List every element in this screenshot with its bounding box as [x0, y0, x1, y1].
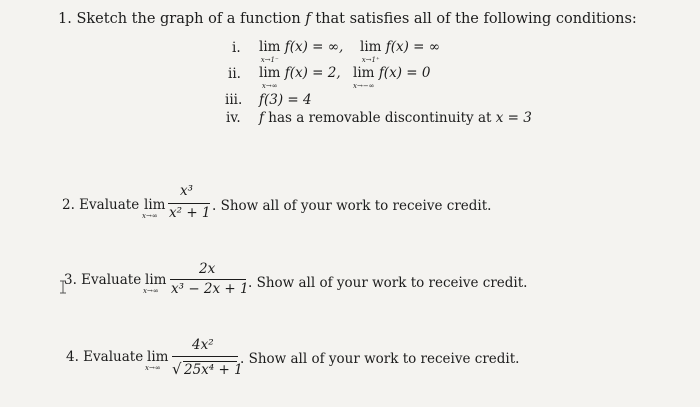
- problem-4-denominator: 25x⁴ + 1: [184, 362, 243, 378]
- condition-i-lim1-sub: x→1⁻: [260, 56, 279, 64]
- problem-1-number: 1.: [58, 11, 72, 27]
- problem-4-lim-word: lim: [147, 349, 169, 365]
- condition-iv-body: has a removable discontinuity at: [268, 110, 492, 126]
- condition-iii-roman: iii.: [225, 92, 243, 108]
- condition-ii-lim2-sub: x→−∞: [353, 82, 375, 90]
- condition-ii-lim2-word: lim: [353, 65, 375, 81]
- problem-2-numerator: x³: [180, 183, 194, 199]
- condition-i-lim1-expr: f(x) = ∞,: [284, 39, 344, 55]
- condition-iv-text: [259, 110, 532, 126]
- condition-iii-text: f(3) = 4: [259, 92, 312, 108]
- problem-4-lim-sub: x→∞: [145, 364, 161, 372]
- problem-3-instruction: . Show all of your work to receive credit.: [248, 275, 528, 291]
- problem-1-text-end: that satisfies all of the following conditions:: [315, 11, 637, 27]
- problem-2-lim-word: lim: [144, 197, 166, 213]
- problem-2-label: 2. Evaluate: [62, 197, 140, 213]
- problem-1-statement: [58, 11, 637, 27]
- problem-3-label: 3. Evaluate: [64, 272, 142, 288]
- condition-iv-eq: x = 3: [495, 110, 532, 126]
- condition-ii-lim1-sub: x→∞: [261, 82, 278, 90]
- condition-ii-lim2-stack: [353, 65, 375, 97]
- problem-3-denominator: x³ − 2x + 1: [171, 281, 249, 297]
- problem-4-sqrt-symbol: √: [172, 360, 182, 378]
- problem-1-f: f: [305, 11, 311, 27]
- problem-1-text: Sketch the graph of a function: [76, 11, 301, 27]
- condition-ii-lim2-expr: f(x) = 0: [378, 65, 431, 81]
- problem-3-fraction-bar: [170, 279, 246, 280]
- problem-4-fraction-bar: [172, 356, 238, 357]
- problem-2-fraction-bar: [168, 203, 210, 204]
- problem-2-denominator: x² + 1: [169, 205, 211, 221]
- condition-i-lim2-word: lim: [360, 39, 382, 55]
- condition-iv-roman: iv.: [226, 110, 241, 126]
- condition-i-lim2-sub: x→1⁺: [361, 56, 380, 64]
- condition-iv-f: f: [259, 110, 264, 126]
- problem-3-lim-word: lim: [145, 272, 167, 288]
- condition-i-roman: i.: [232, 40, 241, 56]
- problem-2-lim-sub: x→∞: [142, 212, 158, 220]
- condition-ii-roman: ii.: [228, 66, 241, 82]
- problem-4-instruction: . Show all of your work to receive credit.: [240, 351, 520, 367]
- problem-3-lim-sub: x→∞: [143, 287, 159, 295]
- problem-3-numerator: 2x: [199, 261, 216, 277]
- problem-4-numerator: 4x²: [192, 337, 214, 353]
- condition-i-lim2-expr: f(x) = ∞: [385, 39, 441, 55]
- problem-4-label: 4. Evaluate: [66, 349, 144, 365]
- condition-ii-lim1-word: lim: [259, 65, 281, 81]
- condition-ii-lim2: [353, 65, 430, 97]
- condition-i-lim1-word: lim: [259, 39, 281, 55]
- problem-2-instruction: . Show all of your work to receive credit.: [212, 198, 492, 214]
- condition-ii-lim1-expr: f(x) = 2,: [284, 65, 341, 81]
